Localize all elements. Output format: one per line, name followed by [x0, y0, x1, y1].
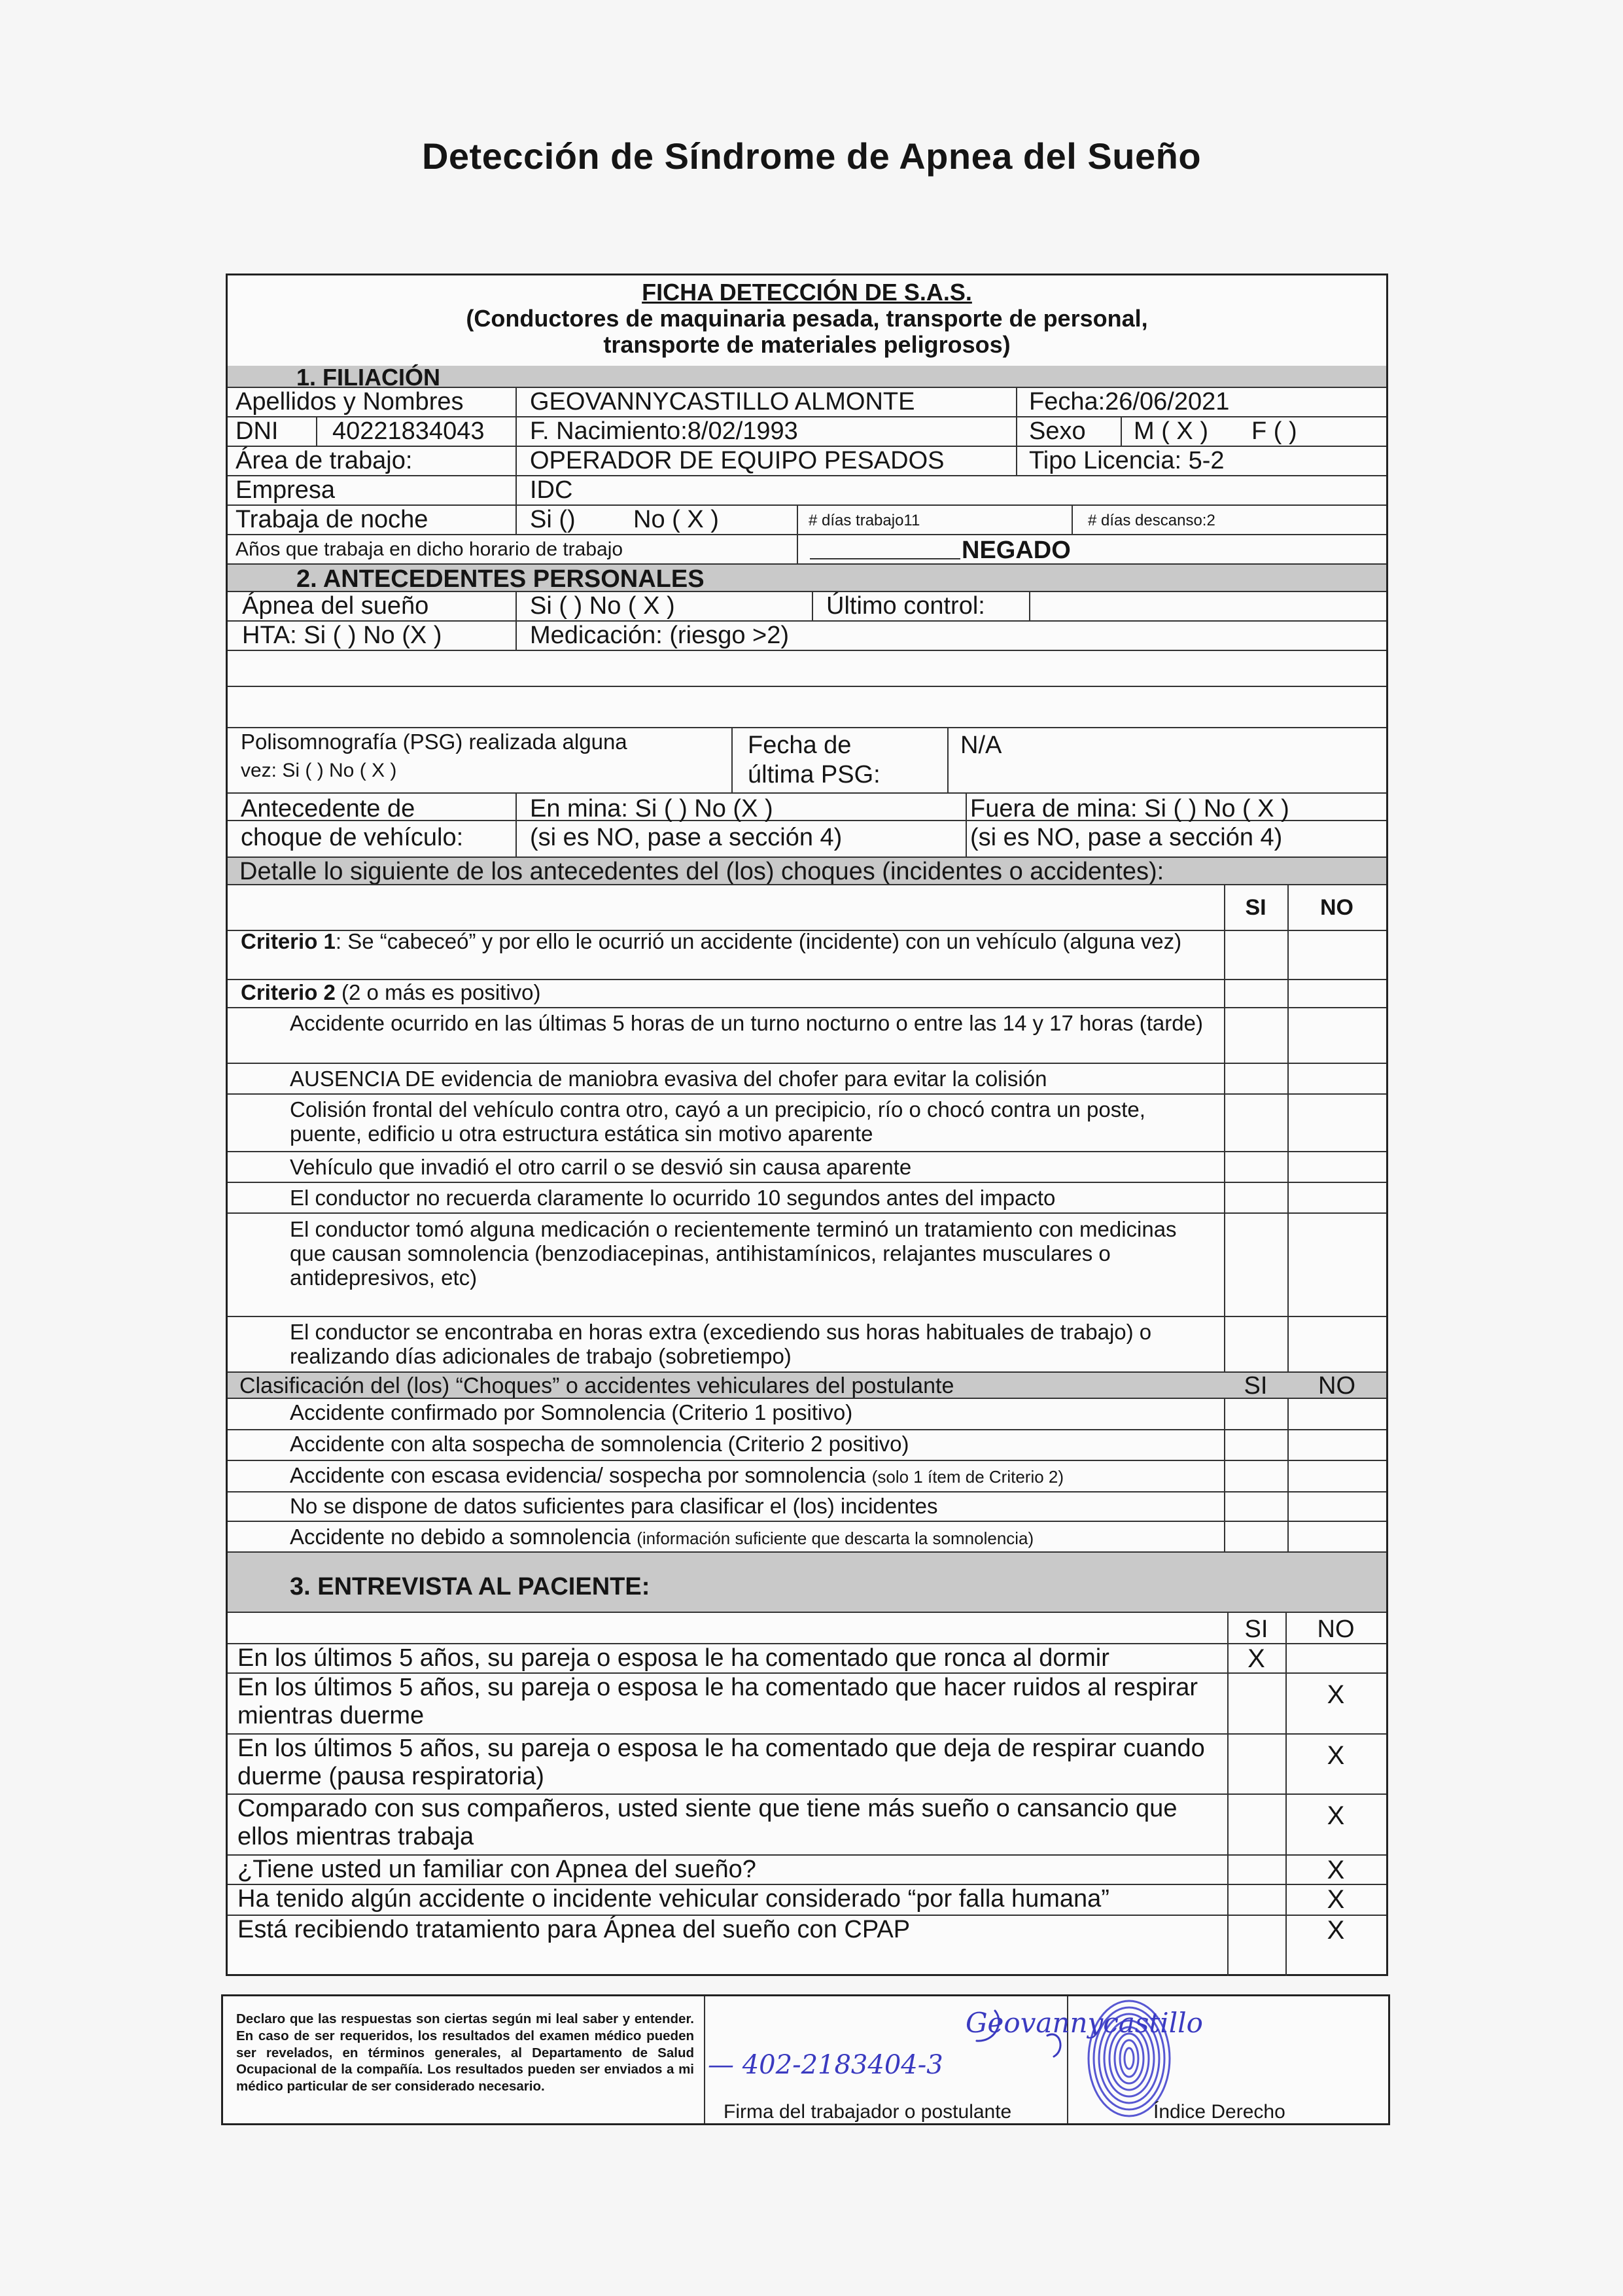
section1-title: 1. FILIACIÓN [296, 364, 441, 391]
classification-item: Accidente confirmado por Somnolencia (Criterio 1 positivo) [290, 1400, 853, 1424]
outside-crash-2: (si es NO, pase a sección 4) [970, 824, 1283, 851]
interview-question: Ha tenido algún accidente o incidente vehicular considerado “por falla humana” [237, 1885, 1109, 1913]
signature-id: — 402-2183404-3 [708, 2050, 943, 2080]
interview-question: Está recibiendo tratamiento para Ápnea del sueño con CPAP [237, 1916, 911, 1943]
years-underline [810, 558, 960, 559]
interview-answer-no: X [1327, 1741, 1345, 1770]
signature-block [221, 1994, 1390, 2125]
section2-title: 2. ANTECEDENTES PERSONALES [296, 565, 705, 593]
years-schedule-value: NEGADO [962, 537, 1071, 564]
form-subtitle-2: transporte de materiales peligrosos) [603, 331, 1011, 358]
apnea-value: Si ( ) No ( X ) [530, 592, 675, 620]
apnea-label: Ápnea del sueño [242, 592, 429, 620]
section3-title: 3. ENTREVISTA AL PACIENTE: [290, 1573, 650, 1600]
outside-crash-1: Fuera de mina: Si ( ) No ( X ) [970, 795, 1289, 822]
sex-label: Sexo [1029, 417, 1086, 445]
area-label: Área de trabajo: [236, 447, 413, 474]
signature-name: Geovannycastillo [966, 2007, 1203, 2039]
criterion-1: Criterio 1: Se “cabeceó” y por ello le ocurrió un accidente (incidente) con un vehículo (alguna vez) [241, 929, 1182, 953]
detail-si-header: SI [1245, 895, 1266, 920]
dni-value: 40221834043 [332, 417, 485, 445]
night-work-no: No ( X ) [633, 506, 719, 533]
interview-question: ¿Tiene usted un familiar con Apnea del sueño? [237, 1856, 756, 1883]
criterion-2: Criterio 2 (2 o más es positivo) [241, 980, 541, 1004]
classification-item: No se dispone de datos suficientes para clasificar el (los) incidentes [290, 1494, 938, 1518]
medication-field: Medicación: (riesgo >2) [530, 622, 790, 649]
name-label: Apellidos y Nombres [236, 388, 464, 415]
interview-answer-no: X [1327, 1680, 1345, 1709]
night-work-yes: Si () [530, 506, 576, 533]
interview-answer-si: X [1248, 1644, 1265, 1673]
rest-days: # días descanso:2 [1088, 512, 1215, 529]
criterion-2-item: El conductor tomó alguna medicación o recientemente terminó un tratamiento con medicinas que causan somnolencia (benzodiacepinas, antihistamínicos, relajantes musculares o antidepresivos, etc) [290, 1217, 1177, 1290]
criterion-2-item: El conductor no recuerda claramente lo ocurrido 10 segundos antes del impacto [290, 1186, 1056, 1210]
years-schedule-label: Años que trabaja en dicho horario de trabajo [236, 539, 623, 560]
sas-form [226, 274, 1388, 1976]
night-work-label: Trabaja de noche [236, 506, 428, 533]
psg-label-2: vez: Si ( ) No ( X ) [241, 760, 397, 781]
name-value: GEOVANNYCASTILLO ALMONTE [530, 388, 915, 415]
psg-date-label-2: última PSG: [748, 761, 881, 788]
criterion-2-item: Colisión frontal del vehículo contra otro, cayó a un precipicio, río o chocó contra un poste, puente, edificio u otra estructura estática sin motivo aparente [290, 1097, 1145, 1146]
last-control-label: Último control: [826, 592, 985, 620]
declaration-text: Declaro que las respuestas son ciertas según mi leal saber y entender. En caso de ser requeridos, los resultados del examen médico pueden ser revelados, en términos generales, al Departamento de Salud Ocupacional de la compañía. Los resultados pueden ser enviados a mi médico particular de ser considerado necesario. [236, 2011, 694, 2094]
company-label: Empresa [236, 476, 336, 504]
signature-label: Firma del trabajador o postulante [724, 2101, 1012, 2123]
interview-answer-no: X [1327, 1916, 1345, 1945]
work-days: # días trabajo11 [809, 512, 920, 529]
criterion-2-item: El conductor se encontraba en horas extra (excediendo sus horas habituales de trabajo) o realizando días adicionales de trabajo (sobretiempo) [290, 1320, 1152, 1368]
interview-si-header: SI [1244, 1616, 1268, 1643]
hta-field: HTA: Si ( ) No (X ) [242, 622, 442, 649]
psg-date-label-1: Fecha de [748, 732, 852, 759]
detail-no-header: NO [1320, 895, 1353, 920]
sex-female: F ( ) [1251, 417, 1297, 445]
interview-no-header: NO [1317, 1616, 1355, 1643]
classification-item: Accidente con alta sospecha de somnolencia (Criterio 2 positivo) [290, 1432, 909, 1456]
classification-item: Accidente no debido a somnolencia (información suficiente que descarta la somnolencia) [290, 1525, 1034, 1549]
detail-header: Detalle lo siguiente de los antecedentes del (los) choques (incidentes o accidentes): [239, 858, 1164, 885]
birth-date: F. Nacimiento:8/02/1993 [530, 417, 798, 445]
interview-question: En los últimos 5 años, su pareja o esposa le ha comentado que deja de respirar cuando duerme (pausa respiratoria) [237, 1735, 1205, 1790]
classification-header: Clasificación del (los) “Choques” o accidentes vehiculares del postulante [239, 1373, 954, 1398]
form-date: Fecha:26/06/2021 [1029, 388, 1230, 415]
crash-label-1: Antecedente de [241, 795, 415, 822]
fingerprint-label: Índice Derecho [1153, 2101, 1285, 2123]
license-type: Tipo Licencia: 5-2 [1029, 447, 1225, 474]
mine-crash-1: En mina: Si ( ) No (X ) [530, 795, 773, 822]
area-value: OPERADOR DE EQUIPO PESADOS [530, 447, 945, 474]
interview-answer-no: X [1327, 1801, 1345, 1830]
interview-question: Comparado con sus compañeros, usted siente que tiene más sueño o cansancio que ellos mientras trabaja [237, 1795, 1178, 1850]
interview-question: En los últimos 5 años, su pareja o esposa le ha comentado que hacer ruidos al respirar mientras duerme [237, 1674, 1198, 1729]
handwritten-signature [707, 1996, 1203, 2094]
classification-no-header: NO [1318, 1372, 1355, 1400]
mine-crash-2: (si es NO, pase a sección 4) [530, 824, 843, 851]
psg-label-1: Polisomnografía (PSG) realizada alguna [241, 730, 627, 754]
sex-male: M ( X ) [1134, 417, 1208, 445]
criterion-2-item: Accidente ocurrido en las últimas 5 horas de un turno nocturno o entre las 14 y 17 horas (tarde) [290, 1011, 1203, 1035]
interview-answer-no: X [1327, 1856, 1345, 1884]
criterion-2-item: Vehículo que invadió el otro carril o se desvió sin causa aparente [290, 1155, 912, 1179]
crash-label-2: choque de vehículo: [241, 824, 464, 851]
page-title: Detección de Síndrome de Apnea del Sueño [421, 135, 1202, 177]
form-heading: FICHA DETECCIÓN DE S.A.S. [642, 279, 972, 306]
classification-si-header: SI [1244, 1372, 1268, 1400]
company-value: IDC [530, 476, 573, 504]
criterion-2-item: AUSENCIA DE evidencia de maniobra evasiva del chofer para evitar la colisión [290, 1067, 1047, 1091]
classification-item: Accidente con escasa evidencia/ sospecha por somnolencia (solo 1 ítem de Criterio 2) [290, 1463, 1064, 1487]
dni-label: DNI [236, 417, 279, 445]
interview-question: En los últimos 5 años, su pareja o esposa le ha comentado que ronca al dormir [237, 1644, 1109, 1672]
interview-answer-no: X [1327, 1885, 1345, 1914]
form-subtitle-1: (Conductores de maquinaria pesada, transporte de personal, [466, 305, 1148, 332]
psg-value: N/A [960, 732, 1002, 759]
